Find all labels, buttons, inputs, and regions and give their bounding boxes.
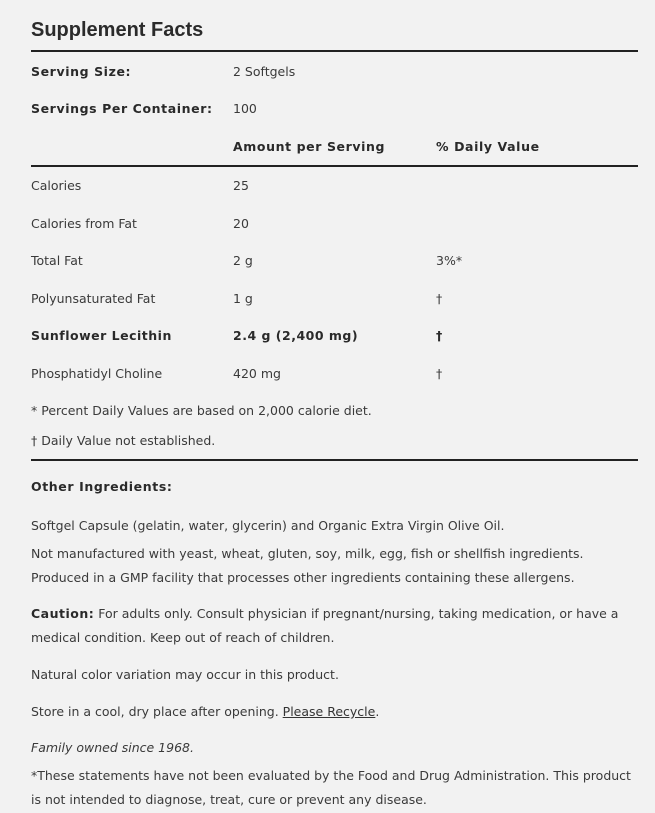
- row-amount: 2 g: [233, 253, 253, 268]
- serving-size-label: Serving Size:: [31, 64, 132, 79]
- row-daily-value: †: [436, 328, 443, 343]
- row-amount: 1 g: [233, 291, 253, 306]
- row-name: Calories: [31, 178, 82, 193]
- storage-end: .: [375, 704, 380, 719]
- row-name: Total Fat: [31, 253, 83, 268]
- row-name: Sunflower Lecithin: [31, 328, 172, 343]
- row-amount: 420 mg: [233, 366, 281, 381]
- caution-statement: [31, 602, 636, 650]
- title-divider: [31, 50, 638, 52]
- row-daily-value: †: [436, 366, 443, 381]
- family-owned-note: Family owned since 1968.: [31, 740, 194, 755]
- amount-per-serving-header: Amount per Serving: [233, 139, 386, 154]
- dagger-footnote: † Daily Value not established.: [31, 433, 216, 448]
- caution-text: For adults only. Consult physician if pregnant/nursing, taking medication, or have a medical condition. Keep out of reach of children.: [31, 606, 619, 645]
- servings-per-container-label: Servings Per Container:: [31, 101, 213, 116]
- fda-disclaimer: *These statements have not been evaluated by the Food and Drug Administration. This product is not intended to diagnose, treat, cure or prevent any disease.: [31, 768, 631, 807]
- header-divider: [31, 165, 638, 167]
- row-name: Phosphatidyl Choline: [31, 366, 163, 381]
- other-ingredients-text: Softgel Capsule (gelatin, water, glycerin) and Organic Extra Virgin Olive Oil.: [31, 518, 505, 533]
- please-recycle-link[interactable]: Please Recycle: [282, 704, 376, 719]
- row-daily-value: 3%*: [436, 253, 463, 268]
- page-title: Supplement Facts: [31, 19, 204, 41]
- servings-per-container-value: 100: [233, 101, 257, 116]
- caution-label: Caution:: [31, 606, 95, 621]
- row-daily-value: †: [436, 291, 443, 306]
- color-variation-note: Natural color variation may occur in this product.: [31, 667, 339, 682]
- storage-note: [31, 704, 379, 719]
- row-amount: 25: [233, 178, 249, 193]
- row-name: Polyunsaturated Fat: [31, 291, 156, 306]
- row-amount: 2.4 g (2,400 mg): [233, 328, 359, 343]
- row-name: Calories from Fat: [31, 216, 137, 231]
- allergen-statement: Not manufactured with yeast, wheat, gluten, soy, milk, egg, fish or shellfish ingredients. Produced in a GMP facility that processes other ingredients containing these allergens.: [31, 546, 584, 585]
- serving-size-value: 2 Softgels: [233, 64, 296, 79]
- percent-footnote: * Percent Daily Values are based on 2,000 calorie diet.: [31, 403, 372, 418]
- daily-value-header: % Daily Value: [436, 139, 540, 154]
- facts-bottom-divider: [31, 459, 638, 461]
- other-ingredients-label: Other Ingredients:: [31, 479, 173, 494]
- row-amount: 20: [233, 216, 249, 231]
- storage-text: Store in a cool, dry place after opening.: [31, 704, 283, 719]
